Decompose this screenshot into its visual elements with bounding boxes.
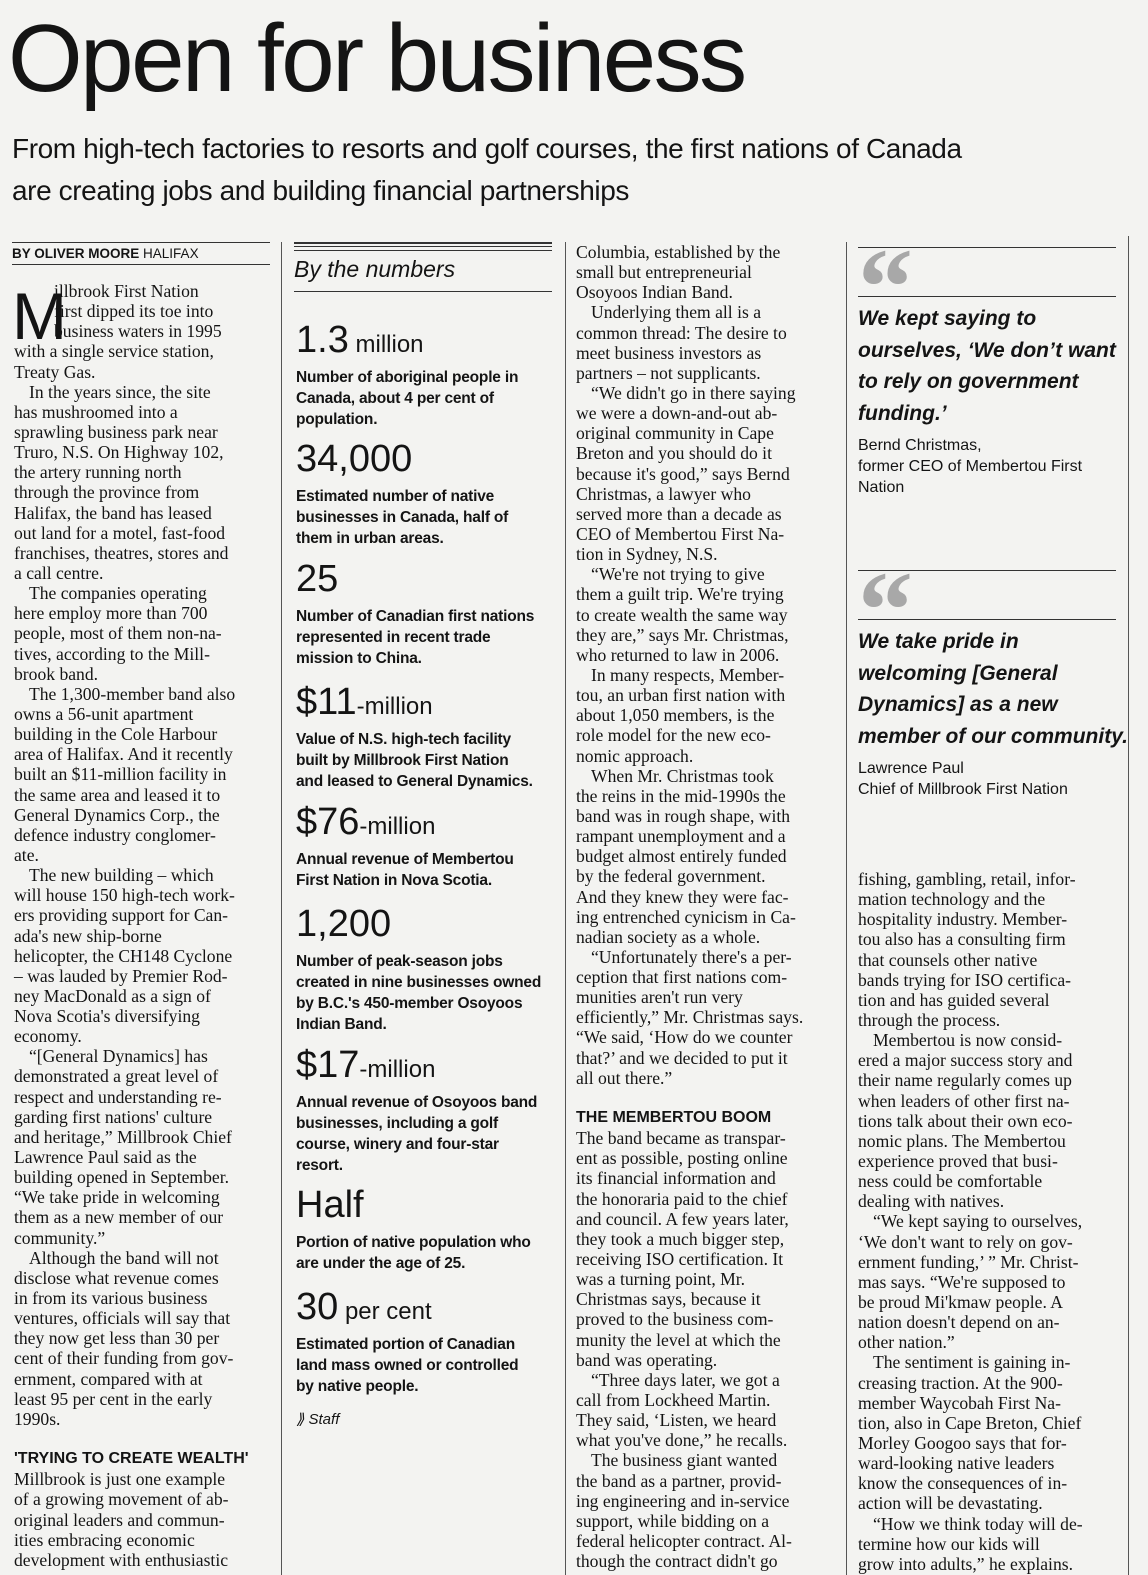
stat-number: $11 bbox=[296, 681, 357, 723]
stat-value bbox=[296, 557, 558, 606]
stat-description-line: Number of aboriginal people in bbox=[296, 369, 519, 386]
text-line: band was in rough shape, with bbox=[576, 805, 791, 826]
text-line: 1990s. bbox=[14, 1408, 61, 1429]
text-line: their name regularly comes up bbox=[858, 1070, 1072, 1091]
text-line: tion, also in Cape Breton, Chief bbox=[858, 1412, 1082, 1433]
attribution-line: former CEO of Membertou First bbox=[858, 458, 1083, 476]
byline-author: BY OLIVER MOORE bbox=[12, 246, 140, 261]
text-line: tives, according to the Mill- bbox=[14, 643, 210, 664]
text-line: sprawling business park near bbox=[14, 421, 218, 442]
pull-quote-line: funding.’ bbox=[858, 401, 947, 425]
text-line: The band became as transpar- bbox=[576, 1128, 786, 1149]
pull-quote-attribution bbox=[858, 758, 1120, 800]
stat-description-line: represented in recent trade bbox=[296, 629, 491, 646]
column-divider bbox=[1128, 236, 1129, 1575]
stat-description-line: Portion of native population who bbox=[296, 1234, 531, 1251]
quote-mark-icon bbox=[858, 570, 1120, 618]
text-line: Halifax, the band has leased bbox=[14, 502, 212, 523]
sidebar-title: By the numbers bbox=[294, 256, 456, 282]
pull-quote-attribution bbox=[858, 435, 1120, 498]
text-line: defence industry conglomer- bbox=[14, 824, 216, 845]
stat-item bbox=[296, 1183, 558, 1274]
text-line: Underlying them all is a bbox=[591, 302, 762, 323]
pull-quote-line: member of our community. bbox=[858, 724, 1128, 748]
text-line: creasing traction. At the 900- bbox=[858, 1372, 1063, 1393]
text-line: Millbrook is just one example bbox=[14, 1469, 226, 1490]
text-line: fishing, gambling, retail, infor- bbox=[858, 869, 1076, 889]
text-line: ventures, officials will say that bbox=[14, 1308, 231, 1329]
text-line: has mushroomed into a bbox=[14, 401, 178, 422]
text-line: who returned to law in 2006. bbox=[576, 644, 780, 665]
text-line: General Dynamics Corp., the bbox=[14, 804, 220, 825]
text-line: nation doesn't depend on an- bbox=[858, 1312, 1060, 1333]
text-line: first dipped its toe into bbox=[54, 301, 214, 322]
stat-description bbox=[296, 951, 558, 1035]
text-line: proved to the business com- bbox=[576, 1309, 774, 1330]
stat-number: 1.3 bbox=[296, 319, 349, 361]
text-line: role model for the new eco- bbox=[576, 725, 771, 746]
rule bbox=[294, 291, 552, 292]
text-line: a call centre. bbox=[14, 562, 104, 583]
text-line: “We kept saying to ourselves, bbox=[873, 1211, 1083, 1232]
text-line: Membertou is now consid- bbox=[873, 1030, 1063, 1051]
stat-description-line: mission to China. bbox=[296, 650, 422, 667]
stat-description-line: Annual revenue of Osoyoos band bbox=[296, 1094, 538, 1111]
stat-value bbox=[296, 800, 558, 849]
text-line: ‘We don't want to rely on gov- bbox=[858, 1231, 1073, 1252]
stat-description-line: are under the age of 25. bbox=[296, 1255, 466, 1272]
text-line: Truro, N.S. On Highway 102, bbox=[14, 442, 224, 463]
text-line: meet business investors as bbox=[576, 342, 762, 363]
text-line: ception that first nations com- bbox=[576, 967, 788, 988]
text-line: out land for a motel, fast-food bbox=[14, 522, 226, 543]
text-line: grow into adults,” he explains. bbox=[858, 1553, 1073, 1574]
text-line: The 1,300-member band also bbox=[29, 683, 236, 704]
text-line: through the process. bbox=[858, 1009, 1001, 1030]
stat-value bbox=[296, 902, 558, 951]
text-line: tou, an urban first nation with bbox=[576, 685, 786, 706]
text-line: dealing with natives. bbox=[858, 1191, 1005, 1212]
text-line: federal helicopter contract. Al- bbox=[576, 1531, 792, 1551]
text-line: franchises, theatres, stores and bbox=[14, 542, 229, 563]
pull-quote-line: ourselves, ‘We don’t want bbox=[858, 338, 1116, 362]
text-line: “We didn't go in there saying bbox=[591, 382, 796, 403]
text-line: efficiently,” Mr. Christmas says. bbox=[576, 1007, 804, 1028]
stat-item bbox=[296, 437, 558, 549]
byline-location: HALIFAX bbox=[143, 246, 199, 261]
stat-description-line: Estimated portion of Canadian bbox=[296, 1336, 515, 1353]
text-line: Osoyoos Indian Band. bbox=[576, 282, 733, 303]
text-line: budget almost entirely funded bbox=[576, 846, 787, 867]
article-column-3 bbox=[576, 242, 838, 1571]
text-line: Christmas says, because it bbox=[576, 1289, 761, 1310]
text-line: termine how our kids will bbox=[858, 1533, 1040, 1554]
text-line: experience proved that busi- bbox=[858, 1150, 1058, 1171]
text-line: They said, ‘Listen, we heard bbox=[576, 1410, 777, 1431]
text-line: partners – not supplicants. bbox=[576, 362, 761, 383]
text-line: rampant unemployment and a bbox=[576, 826, 786, 847]
stat-number: Half bbox=[296, 1184, 364, 1226]
text-line: The business giant wanted bbox=[591, 1450, 778, 1471]
stat-description-line: First Nation in Nova Scotia. bbox=[296, 872, 492, 889]
text-line: original community in Cape bbox=[576, 423, 774, 444]
text-line: mation technology and the bbox=[858, 889, 1046, 910]
quote-mark-icon bbox=[858, 247, 1120, 295]
stat-description-line: land mass owned or controlled bbox=[296, 1357, 519, 1374]
text-line: owns a 56-unit apartment bbox=[14, 703, 194, 724]
text-line: we were a down-and-out ab- bbox=[576, 403, 778, 424]
column-divider bbox=[281, 242, 282, 1575]
text-line: ate. bbox=[14, 844, 39, 865]
stat-description-line: businesses in Canada, half of bbox=[296, 509, 509, 526]
text-line: ernment, compared with at bbox=[14, 1368, 203, 1389]
rule bbox=[294, 246, 552, 247]
text-line: was a turning point, Mr. bbox=[576, 1269, 746, 1290]
text-line: The sentiment is gaining in- bbox=[873, 1352, 1071, 1373]
stat-number: 30 bbox=[296, 1286, 339, 1328]
pull-quote-text bbox=[858, 303, 1120, 429]
text-line: ing engineering and in-service bbox=[576, 1490, 790, 1511]
text-line: band was operating. bbox=[576, 1349, 718, 1370]
stat-item bbox=[296, 1285, 558, 1397]
text-line: ing entrenched cynicism in Ca- bbox=[576, 906, 796, 927]
stat-item bbox=[296, 318, 558, 430]
attribution-line: Nation bbox=[858, 479, 905, 497]
stat-description bbox=[296, 729, 558, 792]
stat-description bbox=[296, 486, 558, 549]
text-line: by the federal government. bbox=[576, 866, 766, 887]
text-line: tion in Sydney, N.S. bbox=[576, 544, 718, 565]
rule bbox=[12, 264, 270, 265]
subheading: 'TRYING TO CREATE WEALTH' bbox=[14, 1450, 249, 1468]
text-line: munities aren't run very bbox=[576, 987, 743, 1008]
stat-number: 34,000 bbox=[296, 438, 413, 480]
text-line: In the years since, the site bbox=[29, 381, 211, 402]
text-line: know the consequences of in- bbox=[858, 1473, 1068, 1494]
text-line: about 1,050 members, is the bbox=[576, 705, 775, 726]
column-divider bbox=[846, 242, 847, 1575]
text-line: tion and has guided several bbox=[858, 989, 1050, 1010]
text-line: ernment funding,’ ” Mr. Christ- bbox=[858, 1251, 1079, 1272]
stat-description-line: Annual revenue of Membertou bbox=[296, 851, 514, 868]
headline: Open for business bbox=[8, 5, 745, 112]
pull-quote-line: We kept saying to bbox=[858, 307, 1037, 330]
stat-description-line: resort. bbox=[296, 1157, 343, 1174]
byline bbox=[12, 246, 199, 261]
stat-unit: million bbox=[348, 331, 424, 358]
column-divider bbox=[565, 242, 566, 1575]
rule bbox=[12, 242, 270, 243]
text-line: “How we think today will de- bbox=[873, 1513, 1083, 1534]
article-column-1 bbox=[14, 281, 272, 1570]
stat-number: $76 bbox=[296, 801, 360, 843]
stat-item bbox=[296, 557, 558, 669]
stat-description-line: course, winery and four-star bbox=[296, 1136, 499, 1153]
rule bbox=[294, 250, 552, 251]
text-line: original leaders and commun- bbox=[14, 1509, 225, 1530]
text-line: And they knew they were fac- bbox=[576, 886, 789, 907]
stat-item bbox=[296, 1043, 558, 1176]
text-line: illbrook First Nation bbox=[54, 281, 199, 301]
text-line bbox=[14, 1429, 272, 1449]
text-line bbox=[576, 1088, 838, 1108]
text-line: the band as a partner, provid- bbox=[576, 1470, 782, 1491]
text-line: development with enthusiastic bbox=[14, 1549, 229, 1570]
drop-cap: M bbox=[12, 279, 67, 353]
text-line: Breton and you should do it bbox=[576, 443, 772, 464]
text-line: here employ more than 700 bbox=[14, 603, 208, 624]
text-line: economy. bbox=[14, 1026, 82, 1047]
text-line: be proud Mi'kmaw people. A bbox=[858, 1291, 1063, 1312]
stat-description-line: Estimated number of native bbox=[296, 488, 495, 505]
stat-item bbox=[296, 800, 558, 891]
text-line: “Three days later, we got a bbox=[591, 1369, 780, 1390]
stat-description-line: by native people. bbox=[296, 1378, 419, 1395]
text-line: ered a major success story and bbox=[858, 1050, 1073, 1071]
deck-line: are creating jobs and building financial partnerships bbox=[12, 175, 629, 206]
text-line: them as a new member of our bbox=[14, 1207, 224, 1228]
stat-description-line: Indian Band. bbox=[296, 1016, 387, 1033]
text-line: “We're not trying to give bbox=[591, 564, 765, 585]
stat-description-line: built by Millbrook First Nation bbox=[296, 752, 509, 769]
text-line: mas says. “We're supposed to bbox=[858, 1271, 1066, 1292]
stat-description-line: Canada, about 4 per cent of bbox=[296, 390, 494, 407]
pull-quote-line: Dynamics] as a new bbox=[858, 693, 1058, 717]
text-line: tions talk about their own eco- bbox=[858, 1110, 1073, 1131]
text-line: building opened in September. bbox=[14, 1167, 229, 1188]
stat-unit: -million bbox=[356, 693, 433, 720]
text-line: ness could be comfortable bbox=[858, 1171, 1043, 1192]
stat-description-line: created in nine businesses owned bbox=[296, 974, 542, 991]
text-line: ney MacDonald as a sign of bbox=[14, 985, 211, 1006]
text-line: ities embracing economic bbox=[14, 1529, 195, 1550]
stat-unit: -million bbox=[359, 1056, 436, 1083]
text-line: will house 150 high-tech work- bbox=[14, 885, 235, 906]
pull-quote-line: We take pride in bbox=[858, 630, 1019, 653]
stat-unit: -million bbox=[359, 813, 436, 840]
text-line: munity the level at which the bbox=[576, 1329, 781, 1350]
text-line: The new building – which bbox=[29, 865, 214, 886]
text-line: “We said, ‘How do we counter bbox=[576, 1027, 793, 1048]
text-line: because it's good,” says Bernd bbox=[576, 463, 790, 484]
text-line: respect and understanding re- bbox=[14, 1086, 222, 1107]
stat-description-line: Number of Canadian first nations bbox=[296, 608, 535, 625]
text-line: Lawrence Paul said as the bbox=[14, 1147, 197, 1168]
text-line: what you've done,” he recalls. bbox=[576, 1430, 788, 1451]
text-line: garding first nations' culture bbox=[14, 1106, 213, 1127]
text-line: they took a much bigger step, bbox=[576, 1228, 785, 1249]
attribution-line: Bernd Christmas, bbox=[858, 437, 982, 455]
stat-description bbox=[296, 367, 558, 430]
text-line: ent as possible, posting online bbox=[576, 1148, 788, 1169]
pull-quote-line: welcoming [General bbox=[858, 661, 1058, 685]
stat-description bbox=[296, 606, 558, 669]
text-line: “Unfortunately there's a per- bbox=[591, 946, 792, 967]
text-line: call from Lockheed Martin. bbox=[576, 1390, 771, 1411]
stat-description-line: by B.C.'s 450-member Osoyoos bbox=[296, 995, 523, 1012]
stat-value bbox=[296, 1183, 558, 1232]
attribution-line: Lawrence Paul bbox=[858, 760, 964, 778]
text-line: the artery running north bbox=[14, 462, 182, 483]
text-line: The companies operating bbox=[29, 583, 207, 604]
text-line: Treaty Gas. bbox=[14, 361, 96, 382]
stat-description-line: and leased to General Dynamics. bbox=[296, 773, 533, 790]
text-line: in from its various business bbox=[14, 1288, 208, 1309]
text-line: and council. A few years later, bbox=[576, 1208, 789, 1229]
stat-description-line: Value of N.S. high-tech facility bbox=[296, 731, 511, 748]
article-column-4 bbox=[858, 869, 1120, 1574]
text-line: tou also has a consulting firm bbox=[858, 929, 1066, 950]
text-line: Christmas, a lawyer who bbox=[576, 483, 751, 504]
pull-quote bbox=[858, 249, 1120, 498]
text-line: when leaders of other first na- bbox=[858, 1090, 1070, 1111]
text-line: community.” bbox=[14, 1227, 106, 1248]
text-line: helicopter, the CH148 Cyclone bbox=[14, 945, 233, 966]
text-line: member Waycobah First Na- bbox=[858, 1392, 1061, 1413]
text-line: Morley Googoo says that for- bbox=[858, 1432, 1067, 1453]
stat-value bbox=[296, 1285, 558, 1334]
text-line: that counsels other native bbox=[858, 949, 1038, 970]
stat-description bbox=[296, 1334, 558, 1397]
text-line: least 95 per cent in the early bbox=[14, 1388, 213, 1409]
text-line: served more than a decade as bbox=[576, 503, 782, 524]
text-line: In many respects, Member- bbox=[591, 664, 785, 685]
stat-item bbox=[296, 902, 558, 1035]
text-line: Columbia, established by the bbox=[576, 242, 781, 262]
text-line: they now get less than 30 per bbox=[14, 1328, 220, 1349]
stat-description-line: businesses, including a golf bbox=[296, 1115, 498, 1132]
text-line: they are,” says Mr. Christmas, bbox=[576, 624, 789, 645]
text-line: receiving ISO certification. It bbox=[576, 1249, 784, 1270]
text-line: the same area and leased it to bbox=[14, 784, 221, 805]
stat-value bbox=[296, 437, 558, 486]
text-line: demonstrated a great level of bbox=[14, 1066, 219, 1087]
attribution-line: Chief of Millbrook First Nation bbox=[858, 781, 1068, 799]
stat-number: 1,200 bbox=[296, 903, 392, 945]
stat-description bbox=[296, 1232, 558, 1274]
stat-number: $17 bbox=[296, 1044, 360, 1086]
stat-description bbox=[296, 849, 558, 891]
pull-quote-text bbox=[858, 626, 1128, 752]
text-line: bands trying for ISO certifica- bbox=[858, 969, 1072, 990]
text-line: Nova Scotia's diversifying bbox=[14, 1006, 200, 1027]
text-line: its financial information and bbox=[576, 1168, 776, 1189]
text-line: to create wealth the same way bbox=[576, 604, 788, 625]
text-line: of a growing movement of ab- bbox=[14, 1489, 229, 1510]
text-line: all out there.” bbox=[576, 1067, 673, 1088]
stat-value bbox=[296, 318, 558, 367]
text-line: area of Halifax. And it recently bbox=[14, 744, 233, 765]
rule bbox=[294, 242, 552, 244]
text-line: people, most of them non-na- bbox=[14, 623, 222, 644]
subheading: THE MEMBERTOU BOOM bbox=[576, 1109, 772, 1127]
stat-value bbox=[296, 680, 558, 729]
pull-quote bbox=[858, 572, 1128, 800]
text-line: small but entrepreneurial bbox=[576, 262, 752, 283]
stat-number: 25 bbox=[296, 558, 339, 600]
text-line: building in the Cole Harbour bbox=[14, 724, 218, 745]
text-line: ers providing support for Can- bbox=[14, 905, 229, 926]
text-line: action will be devastating. bbox=[858, 1493, 1043, 1514]
text-line: CEO of Membertou First Na- bbox=[576, 523, 785, 544]
text-line: cent of their funding from gov- bbox=[14, 1348, 234, 1369]
text-line: disclose what revenue comes bbox=[14, 1267, 219, 1288]
text-line: – was lauded by Premier Rod- bbox=[14, 965, 228, 986]
stat-item bbox=[296, 680, 558, 792]
text-line: though the contract didn't go bbox=[576, 1551, 778, 1572]
text-line: nadian society as a whole. bbox=[576, 926, 761, 947]
text-line: them a guilt trip. We're trying bbox=[576, 584, 784, 605]
stat-description bbox=[296, 1092, 558, 1176]
stat-description-line: Number of peak-season jobs bbox=[296, 953, 503, 970]
text-line: brook band. bbox=[14, 663, 99, 684]
text-line: nomic approach. bbox=[576, 745, 694, 766]
text-line: “We take pride in welcoming bbox=[14, 1187, 220, 1208]
deck bbox=[12, 128, 1112, 212]
text-line: with a single service station, bbox=[14, 341, 214, 362]
text-line: ward-looking native leaders bbox=[858, 1453, 1055, 1474]
text-line: business waters in 1995 bbox=[54, 321, 222, 342]
stat-value bbox=[296, 1043, 558, 1092]
text-line: that?’ and we decided to put it bbox=[576, 1047, 788, 1068]
stat-description-line: population. bbox=[296, 411, 378, 428]
sidebar-credit: ⟫ Staff bbox=[296, 1411, 340, 1428]
text-line: and heritage,” Millbrook Chief bbox=[14, 1126, 232, 1147]
text-line: nomic plans. The Membertou bbox=[858, 1130, 1066, 1151]
text-line: the reins in the mid-1990s the bbox=[576, 785, 786, 806]
pull-quote-line: to rely on government bbox=[858, 370, 1079, 394]
text-line: ada's new ship-borne bbox=[14, 925, 162, 946]
text-line: other nation.” bbox=[858, 1332, 955, 1353]
text-line: Although the band will not bbox=[29, 1247, 219, 1268]
text-line: through the province from bbox=[14, 482, 200, 503]
text-line: hospitality industry. Member- bbox=[858, 909, 1068, 930]
text-line: “[General Dynamics] has bbox=[29, 1046, 208, 1067]
text-line: support, while bidding on a bbox=[576, 1510, 770, 1531]
text-line: common thread: The desire to bbox=[576, 322, 787, 343]
stat-unit: per cent bbox=[338, 1298, 432, 1325]
stat-description-line: them in urban areas. bbox=[296, 530, 444, 547]
text-line: When Mr. Christmas took bbox=[591, 765, 774, 786]
text-line: built an $11-million facility in bbox=[14, 764, 227, 785]
deck-line: From high-tech factories to resorts and golf courses, the first nations of Canada bbox=[12, 133, 962, 164]
text-line: the honoraria paid to the chief bbox=[576, 1188, 788, 1209]
